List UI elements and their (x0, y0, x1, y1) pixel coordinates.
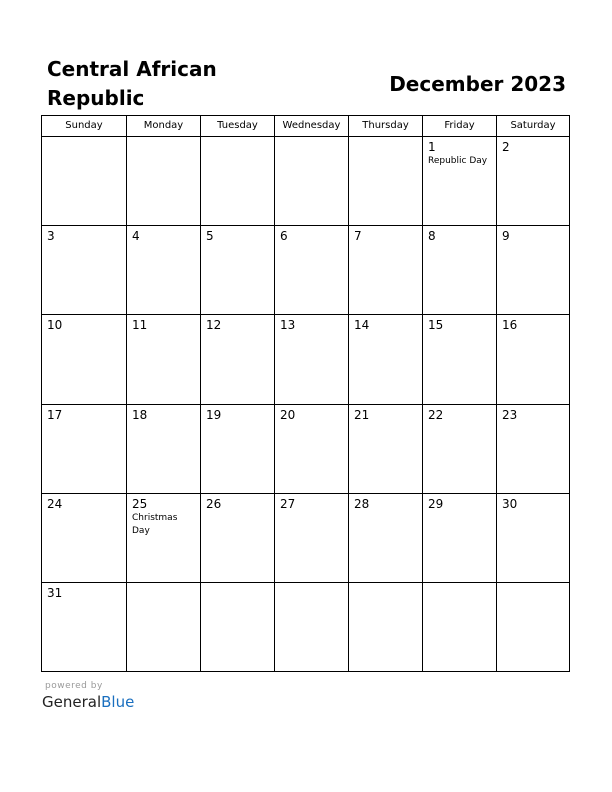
day-cell (201, 405, 275, 493)
day-number: 21 (354, 407, 370, 422)
day-cell (423, 137, 497, 225)
brand-general-text: General (42, 693, 102, 711)
week-row-2 (42, 226, 569, 315)
brand-logo[interactable] (42, 692, 134, 712)
week-row-5 (42, 494, 569, 583)
day-cell (423, 405, 497, 493)
day-number: 27 (280, 496, 296, 511)
day-number: 13 (280, 318, 296, 333)
day-number: 10 (47, 318, 63, 333)
week-row-4 (42, 405, 569, 494)
day-cell (423, 315, 497, 403)
day-cell (497, 137, 569, 225)
day-cell (423, 583, 497, 671)
day-cell (349, 226, 423, 314)
day-cell (201, 494, 275, 582)
weekday-header-row (42, 116, 569, 137)
weekday-header-friday: Friday (423, 116, 497, 136)
weekday-header-thursday: Thursday (349, 116, 423, 136)
weekday-header-monday: Monday (127, 116, 201, 136)
day-number: 14 (354, 318, 370, 333)
day-number: 19 (206, 407, 222, 422)
day-number: 15 (428, 318, 444, 333)
week-row-3 (42, 315, 569, 404)
day-number: 12 (206, 318, 222, 333)
day-cell (127, 226, 201, 314)
day-cell (275, 137, 349, 225)
day-number: 5 (206, 229, 214, 244)
day-number: 26 (206, 496, 222, 511)
day-cell (497, 315, 569, 403)
day-cell (127, 494, 201, 582)
day-number: 24 (47, 496, 63, 511)
day-cell (497, 405, 569, 493)
day-cell (275, 226, 349, 314)
day-cell (275, 315, 349, 403)
day-number: 9 (502, 229, 510, 244)
day-cell (201, 226, 275, 314)
weekday-header-tuesday: Tuesday (201, 116, 275, 136)
day-cell (349, 583, 423, 671)
day-cell (201, 315, 275, 403)
day-number: 29 (428, 496, 444, 511)
weekday-header-sunday: Sunday (42, 116, 127, 136)
day-number: 17 (47, 407, 63, 422)
day-cell (42, 137, 127, 225)
day-number: 7 (354, 229, 362, 244)
day-cell (497, 226, 569, 314)
day-cell (275, 494, 349, 582)
day-number: 4 (132, 229, 140, 244)
day-number: 11 (132, 318, 148, 333)
day-number: 2 (502, 140, 510, 154)
day-number: 6 (280, 229, 288, 244)
day-cell (349, 137, 423, 225)
holiday-label: Republic Day (428, 156, 488, 166)
country-title: Central African Republic (47, 57, 217, 110)
day-cell (497, 494, 569, 582)
day-cell (127, 315, 201, 403)
day-cell (423, 494, 497, 582)
day-cell (349, 315, 423, 403)
day-cell (349, 405, 423, 493)
day-number: 23 (502, 407, 518, 422)
day-number: 30 (502, 496, 518, 511)
week-row-1 (42, 137, 569, 226)
day-number: 31 (47, 585, 63, 600)
day-cell (497, 583, 569, 671)
day-cell (275, 583, 349, 671)
day-cell (42, 583, 127, 671)
day-number: 18 (132, 407, 148, 422)
weekday-header-wednesday: Wednesday (275, 116, 349, 136)
day-cell (127, 405, 201, 493)
calendar-grid (41, 115, 570, 672)
holiday-label: Christmas Day (132, 512, 178, 536)
day-number: 20 (280, 407, 296, 422)
day-number: 25 (132, 496, 148, 511)
brand-blue-text: Blue (101, 693, 135, 711)
day-cell (275, 405, 349, 493)
week-row-6 (42, 583, 569, 671)
day-cell (201, 137, 275, 225)
day-cell (127, 583, 201, 671)
day-cell (423, 226, 497, 314)
day-number: 3 (47, 229, 55, 244)
day-cell (201, 583, 275, 671)
day-cell (349, 494, 423, 582)
month-title: December 2023 (389, 72, 566, 96)
weekday-header-saturday: Saturday (510, 120, 556, 131)
day-cell (42, 226, 127, 314)
day-number: 8 (428, 229, 436, 244)
footer-branding (42, 681, 134, 712)
day-cell (42, 405, 127, 493)
powered-by-label: powered by (45, 681, 103, 691)
day-number: 22 (428, 407, 444, 422)
day-number: 28 (354, 496, 370, 511)
day-cell (127, 137, 201, 225)
day-number: 1 (428, 140, 436, 154)
day-number: 16 (502, 318, 518, 333)
day-cell (42, 494, 127, 582)
day-cell (42, 315, 127, 403)
